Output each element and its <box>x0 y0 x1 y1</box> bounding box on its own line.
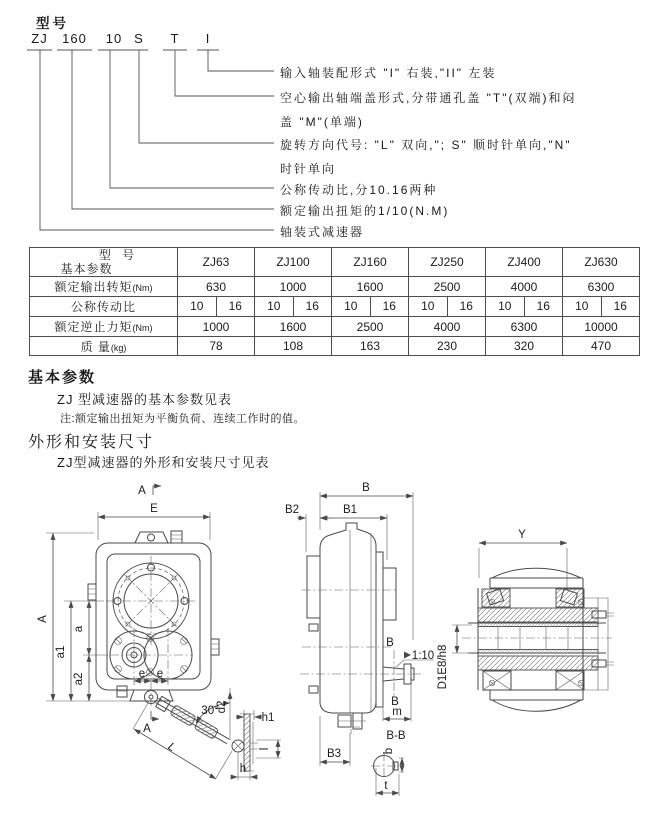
row-label-backstop-torque <box>30 317 178 337</box>
parameters-table <box>29 247 640 356</box>
table-cell: 470 <box>563 337 640 356</box>
designation-input-shaft: 输入轴装配形式 "I" 右装,"II" 左装 <box>280 66 497 80</box>
ratio-value: 10 <box>190 299 204 313</box>
model-code-ZJ: ZJ <box>31 31 48 46</box>
side-dim-B3: B3 <box>326 748 342 760</box>
front-dim-l: l <box>259 747 271 751</box>
model-header-1: ZJ100 <box>255 248 332 277</box>
table-cell-split <box>178 297 255 317</box>
model-leader-lines <box>27 50 274 230</box>
table-cell: 163 <box>332 337 409 356</box>
table-cell-split <box>332 297 409 317</box>
row-unit: (Nm) <box>132 323 153 333</box>
row-label-mass <box>30 337 178 356</box>
front-section-label-top: A <box>138 485 146 497</box>
section-view <box>452 543 614 711</box>
table-cell: 1600 <box>255 317 332 337</box>
model-code-T: T <box>170 31 180 46</box>
table-cell: 1600 <box>332 277 409 297</box>
row-label-output-torque <box>30 277 178 297</box>
model-code-S: S <box>134 31 144 46</box>
row-unit: (kg) <box>110 342 127 353</box>
designation-ratio: 公称传动比,分10.16两种 <box>280 183 438 197</box>
side-dim-m: m <box>392 706 402 718</box>
table-cell: 1000 <box>255 277 332 297</box>
ratio-value: 10 <box>575 299 589 313</box>
designation-rotation-line2: 时针单向 <box>280 162 337 176</box>
side-view <box>297 492 434 796</box>
table-cell: 320 <box>486 337 563 356</box>
table-cell: 4000 <box>409 317 486 337</box>
table-cell-split <box>486 297 563 317</box>
front-dim-h: h <box>239 763 247 775</box>
side-taper-label: 1:10 <box>411 650 435 662</box>
ratio-value: 16 <box>293 297 332 316</box>
ratio-value: 10 <box>267 299 281 313</box>
front-dim-e-right: e <box>156 668 164 680</box>
front-dim-A: A <box>37 615 49 623</box>
row-label-text: 公称传动比 <box>70 300 136 314</box>
model-header-3: ZJ250 <box>409 248 486 277</box>
side-section-label: B-B <box>386 730 406 742</box>
corner-model-label: 型 号 <box>98 248 139 262</box>
row-label-ratio <box>30 297 178 317</box>
designation-cover-line2: 盖 "M"(单端) <box>280 115 364 129</box>
row-label-text: 额定输出转矩 <box>54 280 133 294</box>
table-cell-split <box>563 297 640 317</box>
front-dim-d2: d2 <box>216 700 228 714</box>
side-dim-B1: B1 <box>342 504 358 516</box>
table-cell: 2500 <box>409 277 486 297</box>
model-header-0: ZJ63 <box>178 248 255 277</box>
table-cell: 2500 <box>332 317 409 337</box>
table-cell: 78 <box>178 337 255 356</box>
section-dim-Y: Y <box>518 529 526 541</box>
ratio-value: 16 <box>601 297 640 316</box>
front-section-label-bottom: A <box>143 723 151 735</box>
table-corner-cell <box>30 248 178 277</box>
front-dim-a2: a2 <box>73 672 85 686</box>
table-cell: 6300 <box>563 277 640 297</box>
model-header-2: ZJ160 <box>332 248 409 277</box>
table-cell: 108 <box>255 337 332 356</box>
table-cell-split <box>255 297 332 317</box>
ratio-value: 16 <box>216 297 255 316</box>
front-dim-a1: a1 <box>55 645 67 659</box>
side-dim-B2: B2 <box>284 504 300 516</box>
side-dim-t: t <box>384 780 388 792</box>
section-dim-D1: D1E8/h8 <box>437 644 449 690</box>
model-header-4: ZJ400 <box>486 248 563 277</box>
side-dim-B: B <box>362 482 370 494</box>
designation-type: 轴装式减速器 <box>280 225 365 239</box>
row-label-text: 额定逆止力矩 <box>54 320 133 334</box>
basic-params-note: 注:额定输出扭矩为平衡负荷、连续工作时的值。 <box>60 413 306 425</box>
parameters-table-wrap <box>29 247 640 356</box>
table-cell: 230 <box>409 337 486 356</box>
ratio-value: 16 <box>447 297 486 316</box>
table-cell: 4000 <box>486 277 563 297</box>
basic-params-subline: ZJ 型减速器的基本参数见表 <box>57 392 233 407</box>
front-dim-L: L <box>165 740 178 755</box>
row-label-text: 质 量 <box>80 339 111 354</box>
model-code-I: I <box>205 31 211 46</box>
model-header-5: ZJ630 <box>563 248 640 277</box>
side-cut-label-top: B <box>386 637 394 649</box>
table-cell: 1000 <box>178 317 255 337</box>
table-cell: 630 <box>178 277 255 297</box>
ratio-value: 10 <box>344 299 358 313</box>
corner-param-label: 基本参数 <box>60 262 113 276</box>
ratio-value: 10 <box>421 299 435 313</box>
row-unit: (Nm) <box>132 283 153 293</box>
front-angle-label: 30° <box>201 705 219 717</box>
ratio-value: 16 <box>524 297 563 316</box>
front-dim-h1: h1 <box>261 712 275 724</box>
dimensions-heading: 外形和安装尺寸 <box>28 434 155 451</box>
designation-rotation-line1: 旋转方向代号: "L" 双向,"; S" 顺时针单向,"N" <box>280 138 572 152</box>
side-cut-label-bottom: B <box>391 696 399 708</box>
front-dim-a: a <box>73 625 85 633</box>
ratio-value: 10 <box>498 299 512 313</box>
table-cell: 10000 <box>563 317 640 337</box>
ratio-value: 16 <box>370 297 409 316</box>
front-dim-e-left: e <box>138 668 146 680</box>
dimensions-subline: ZJ型减速器的外形和安装尺寸见表 <box>57 455 270 470</box>
basic-params-heading: 基本参数 <box>28 369 97 386</box>
drawing-labels <box>37 482 526 792</box>
model-code-10: 10 <box>105 31 123 46</box>
model-title: 型号 <box>36 16 69 31</box>
model-code-160: 160 <box>62 31 87 46</box>
designation-cover-line1: 空心输出轴端盖形式,分带通孔盖 "T"(双端)和闷 <box>280 91 577 105</box>
side-dim-b: b <box>383 747 395 755</box>
designation-torque: 额定输出扭矩的1/10(N.M) <box>280 204 450 218</box>
front-dim-E: E <box>150 503 158 515</box>
table-cell: 6300 <box>486 317 563 337</box>
table-cell-split <box>409 297 486 317</box>
